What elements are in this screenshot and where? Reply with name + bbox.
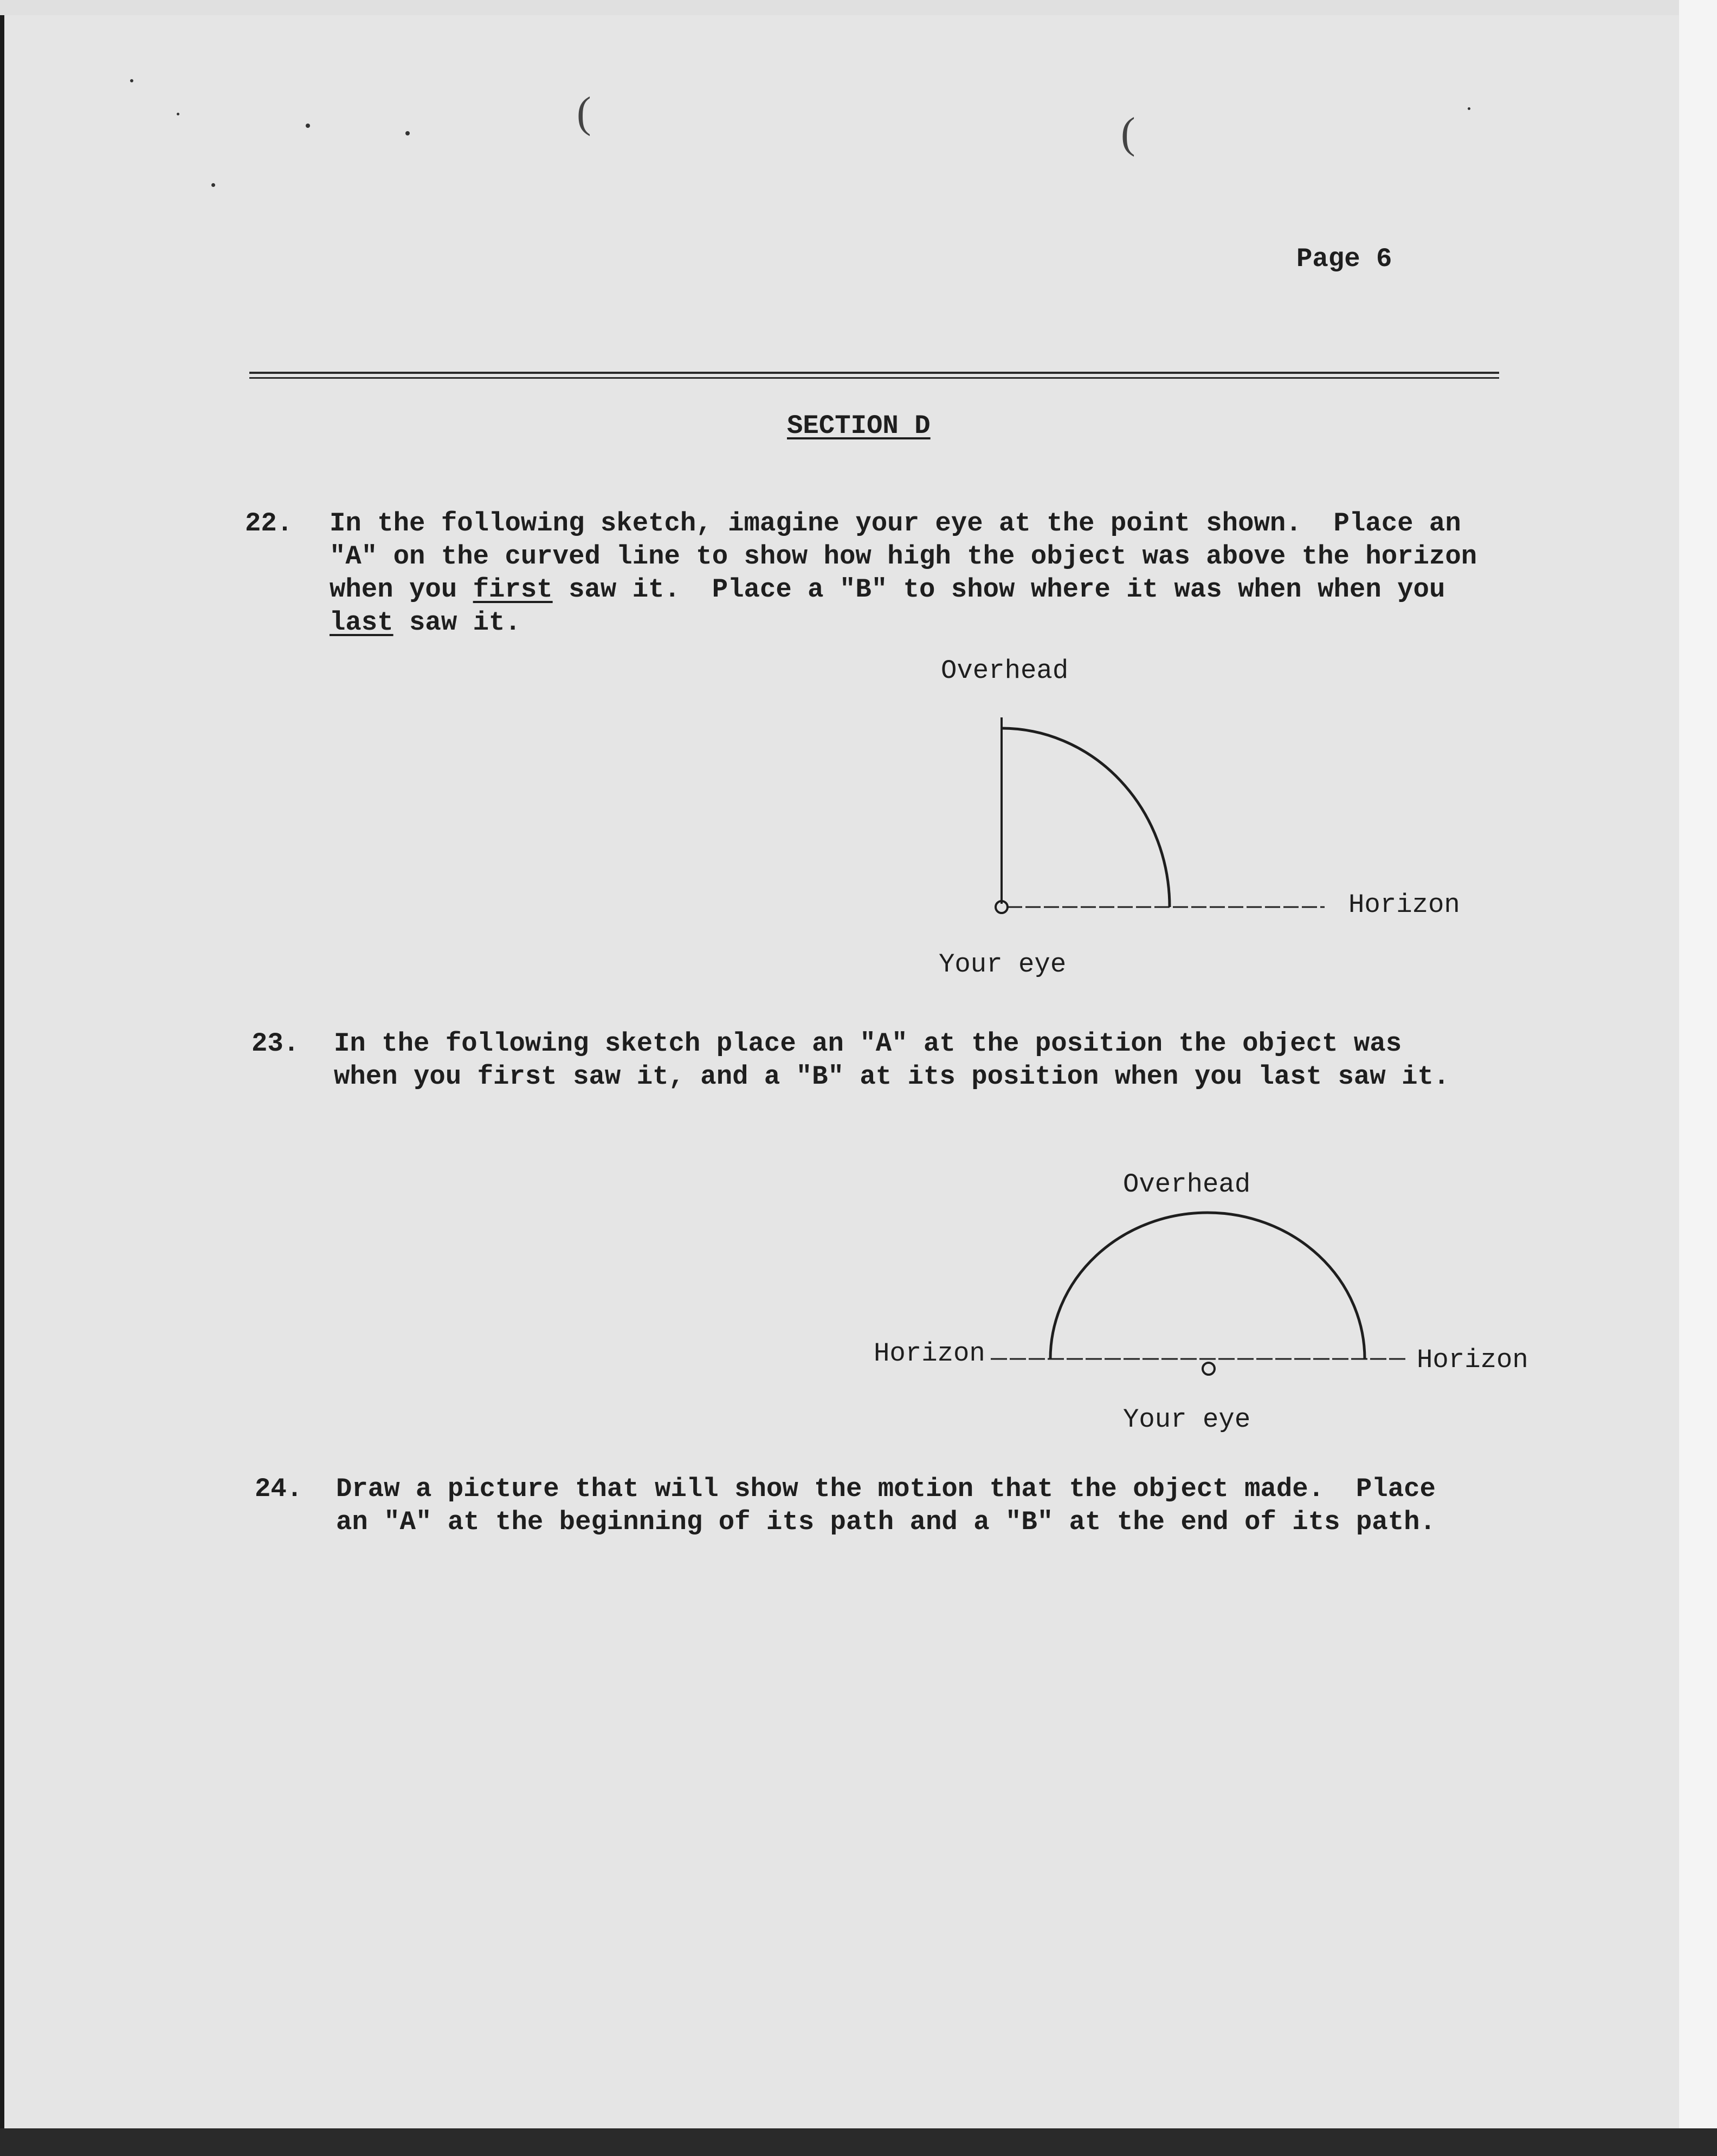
marginal-paren-left: (	[577, 89, 591, 137]
emphasis-last: last	[330, 607, 393, 638]
answer-drawing-area[interactable]	[249, 1565, 1496, 2080]
overhead-label: Overhead	[941, 656, 1069, 686]
question-24-number: 24.	[255, 1474, 303, 1504]
document-page	[4, 15, 1679, 2128]
question-23-number: 23.	[251, 1028, 300, 1059]
half-sky-arc	[1050, 1213, 1365, 1359]
question-22-number: 22.	[245, 508, 293, 539]
section-title: SECTION D	[787, 411, 931, 441]
question-24-line: Draw a picture that will show the motion that the object made. Place	[336, 1474, 1436, 1504]
scan-top-border	[0, 0, 1717, 15]
marginal-paren-right: (	[1121, 109, 1135, 157]
page-number: Page 6	[1296, 244, 1392, 274]
horizon-right-label: Horizon	[1417, 1345, 1528, 1375]
emphasis-first: first	[473, 574, 553, 605]
question-22-line: In the following sketch, imagine your eye at the point shown. Place an	[330, 508, 1461, 539]
question-22-line: when you first saw it. Place a "B" to show where it was when when you	[330, 574, 1445, 605]
eye-marker	[1203, 1363, 1215, 1375]
scan-bottom-border	[0, 2128, 1717, 2156]
horizon-left-label: Horizon	[874, 1338, 985, 1369]
question-22-line: "A" on the curved line to show how high the object was above the horizon	[330, 541, 1477, 572]
overhead-label: Overhead	[1123, 1169, 1251, 1200]
eye-label: Your eye	[939, 949, 1067, 980]
eye-label: Your eye	[1123, 1404, 1251, 1435]
question-23-line: In the following sketch place an "A" at the position the object was	[334, 1028, 1402, 1059]
horizon-label: Horizon	[1348, 890, 1460, 920]
question-22-line: last saw it.	[330, 607, 521, 638]
question-24-line: an "A" at the beginning of its path and a "B" at the end of its path.	[336, 1507, 1436, 1537]
question-23-line: when you first saw it, and a "B" at its position when you last saw it.	[334, 1061, 1450, 1092]
scan-right-border	[1679, 0, 1717, 2156]
